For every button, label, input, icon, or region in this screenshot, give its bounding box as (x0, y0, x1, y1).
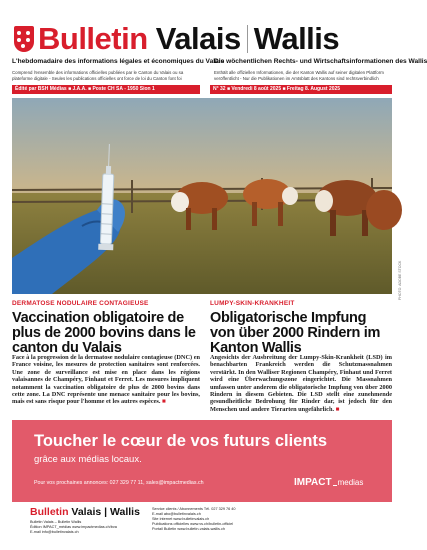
logo-main: IMPACT (294, 477, 332, 488)
title-fr: Valais (155, 21, 241, 56)
footer-title-main: Bulletin (30, 506, 69, 518)
ad-contact: Pour vos prochaines annonces: 027 329 77 11, sales@impactmedias.ch (34, 480, 204, 486)
footer-left-line[interactable]: Édition IMPACT_médias www.impactmedias.ch/bva (30, 525, 117, 529)
footer-left-info (30, 520, 117, 535)
issue-bar-fr: Édité par BSH Médias ■ J.A.A. ■ Poste CH SA - 1950 Sion 1 (12, 85, 200, 94)
footer (30, 506, 370, 550)
title-main: Bulletin (38, 21, 148, 56)
footer-title: Bulletin Valais | Wallis (30, 506, 140, 518)
valais-shield-icon (14, 26, 34, 52)
impact-medias-logo (294, 477, 363, 488)
subtitle-fr: L'hebdomadaire des informations légales et économiques du Valais (12, 58, 225, 65)
title-de: Wallis (253, 21, 340, 56)
kicker-de: LUMPY-SKIN-KRANKHEIT (210, 300, 295, 307)
headline-de: Obligatorische Impfung von über 2000 Rindern im Kanton Wallis (210, 310, 381, 356)
footer-title-de: Wallis (109, 506, 140, 518)
footer-right-line: Service clients / Abonnements Tél. 027 329 76 40 (152, 507, 236, 511)
footer-right-line[interactable]: E-mail abo@bulletinvalais.ch (152, 512, 201, 516)
footer-right-line[interactable]: Publications officielles www.vs.ch/bulletin-officiel (152, 522, 234, 526)
footer-left-line[interactable]: E-mail info@bulletinvalais.ch (30, 530, 79, 534)
description-de: Enthält alle offiziellen Informationen, die der Kanton Wallis auf seiner digitalen Plattform veröffentlicht - Nur die Publikationen im Amtsblatt des Kantons sind rechtsverbindlich (214, 70, 384, 81)
end-mark-fr: ■ (162, 398, 166, 406)
footer-title-fr: Valais (71, 506, 102, 518)
ad-headline: Toucher le cœur de vos futurs clients (34, 432, 328, 450)
masthead-title (38, 20, 339, 58)
end-mark-de: ■ (335, 405, 340, 413)
vaccination-photo-illustration (12, 98, 392, 294)
article-body-de (210, 354, 392, 413)
article-text-de: Angesichts der Ausbreitung der Lumpy-Skin-Krankheit (LSD) im benachbarten Frankreich werden die Schutzmassnahmen verstärkt. In den Walliser Regionen Champéry, Finhaut und Ferret wird eine Überwachungszone eingerichtet. Die Massnahmen umfassen unter anderem die obligatorische Impfung von über 2000 Rindern in diesem Gebieten. Die LSD stellt eine zunehmende gesundheitliche Bedrohung für Rinder dar, ist jedoch für den Menschen und andere Tierarten ungefährlich. (210, 354, 392, 413)
ad-subline: grâce aux médias locaux. (34, 454, 142, 465)
article-body-fr (12, 354, 200, 406)
issue-bar-de: N° 32 ■ Vendredi 8 août 2025 ■ Freitag 8. August 2025 (210, 85, 392, 94)
article-text-fr: Face à la progression de la dermatose nodulaire contagieuse (DNC) en France voisine, les mesures de protection sanitaires sont renforcées. Une zone de surveillance est mise en place dans les régions valaisannes de Champéry, Finhaut et Ferret. Les mesures impliquent notamment la vaccination obligatoire de plus de 2000 bovins dans cette zone. La DNC représente une menace sanitaire pour les bovins, mais est sans risque pour l'homme et les autres espèces. (12, 354, 200, 406)
photo-credit: PHOTO: ADOBE STOCK (398, 260, 402, 300)
logo-sub: medias (337, 478, 364, 487)
advertisement-banner[interactable] (12, 420, 392, 502)
subtitle-de: Die wöchentlichen Rechts- und Wirtschaftsinformationen des Wallis (214, 58, 427, 65)
cover-photo (12, 98, 392, 294)
headline-fr: Vaccination obligatoire de plus de 2000 bovins dans le canton du Valais (12, 310, 196, 356)
kicker-fr: DERMATOSE NODULAIRE CONTAGIEUSE (12, 300, 149, 307)
masthead (12, 22, 392, 62)
footer-right-line[interactable]: Site internet www.bulletinvalais.ch (152, 517, 210, 521)
description-fr: Comprend l'ensemble des informations officielles publiées par le Canton du Valais ou sa plateforme digitale - Seules les publications officielles ont force de loi du Canton font foi (12, 70, 184, 81)
footer-right-info (152, 507, 236, 532)
footer-right-line[interactable]: Portail Bulletin www.bulletin-valais-wallis.ch (152, 527, 226, 531)
footer-left-line: Bulletin Valais – Bulletin Wallis (30, 520, 82, 524)
